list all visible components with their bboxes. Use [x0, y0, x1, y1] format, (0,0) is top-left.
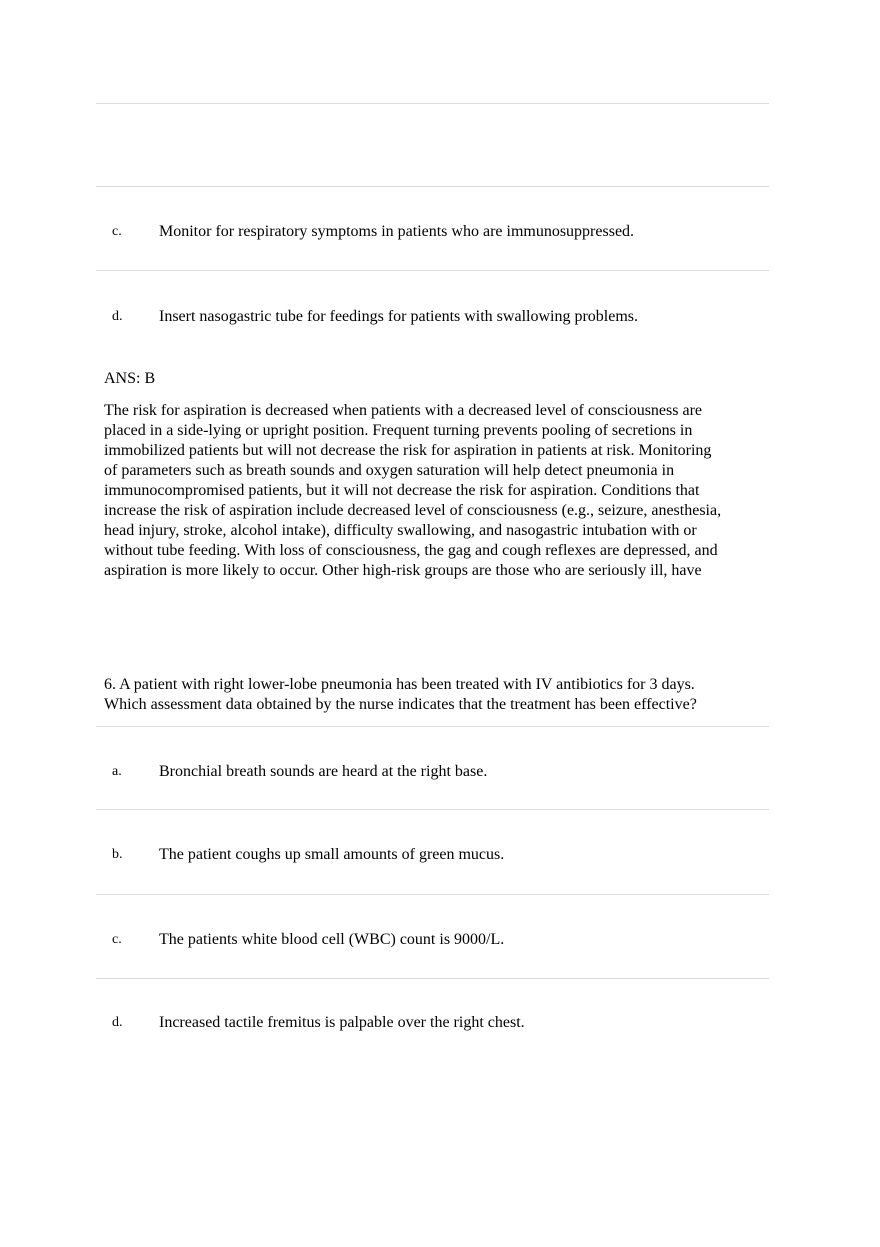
rationale-line: The risk for aspiration is decreased when patients with a decreased level of consciousness are	[104, 402, 702, 419]
rationale-line: immunocompromised patients, but it will not decrease the risk for aspiration. Conditions that	[104, 482, 700, 499]
option-letter: c.	[112, 932, 122, 947]
divider	[96, 270, 769, 271]
rationale-line: head injury, stroke, alcohol intake), difficulty swallowing, and nasogastric intubation with or	[104, 522, 697, 539]
option-letter: b.	[112, 847, 123, 862]
option-text: Bronchial breath sounds are heard at the right base.	[159, 763, 488, 780]
question-line: Which assessment data obtained by the nurse indicates that the treatment has been effective?	[104, 696, 697, 713]
option-text: The patients white blood cell (WBC) count is 9000/L.	[159, 931, 505, 948]
divider	[96, 186, 769, 187]
option-letter: d.	[112, 1015, 123, 1030]
divider	[96, 103, 769, 104]
divider	[96, 894, 769, 895]
option-text: The patient coughs up small amounts of green mucus.	[159, 846, 505, 863]
rationale-line: aspiration is more likely to occur. Other high-risk groups are those who are seriously ill, have	[104, 562, 702, 579]
question-stem	[104, 675, 771, 715]
question-line: 6. A patient with right lower-lobe pneumonia has been treated with IV antibiotics for 3 days.	[104, 676, 695, 693]
option-text: Insert nasogastric tube for feedings for patients with swallowing problems.	[159, 308, 638, 325]
rationale-line: placed in a side-lying or upright position. Frequent turning prevents pooling of secretions in	[104, 422, 693, 439]
rationale-line: immobilized patients but will not decrease the risk for aspiration in patients at risk. Monitoring	[104, 442, 712, 459]
option-letter: c.	[112, 224, 122, 239]
option-text: Monitor for respiratory symptoms in patients who are immunosuppressed.	[159, 223, 635, 240]
divider	[96, 726, 769, 727]
divider	[96, 978, 769, 979]
option-letter: d.	[112, 309, 123, 324]
rationale-line: increase the risk of aspiration include decreased level of consciousness (e.g., seizure, anesthesia,	[104, 502, 722, 519]
option-letter: a.	[112, 764, 122, 779]
rationale-line: without tube feeding. With loss of consciousness, the gag and cough reflexes are depressed, and	[104, 542, 718, 559]
rationale-line: of parameters such as breath sounds and oxygen saturation will help detect pneumonia in	[104, 462, 675, 479]
answer-key: ANS: B	[104, 370, 156, 387]
option-text: Increased tactile fremitus is palpable over the right chest.	[159, 1014, 525, 1031]
divider	[96, 809, 769, 810]
rationale-paragraph	[104, 401, 771, 581]
